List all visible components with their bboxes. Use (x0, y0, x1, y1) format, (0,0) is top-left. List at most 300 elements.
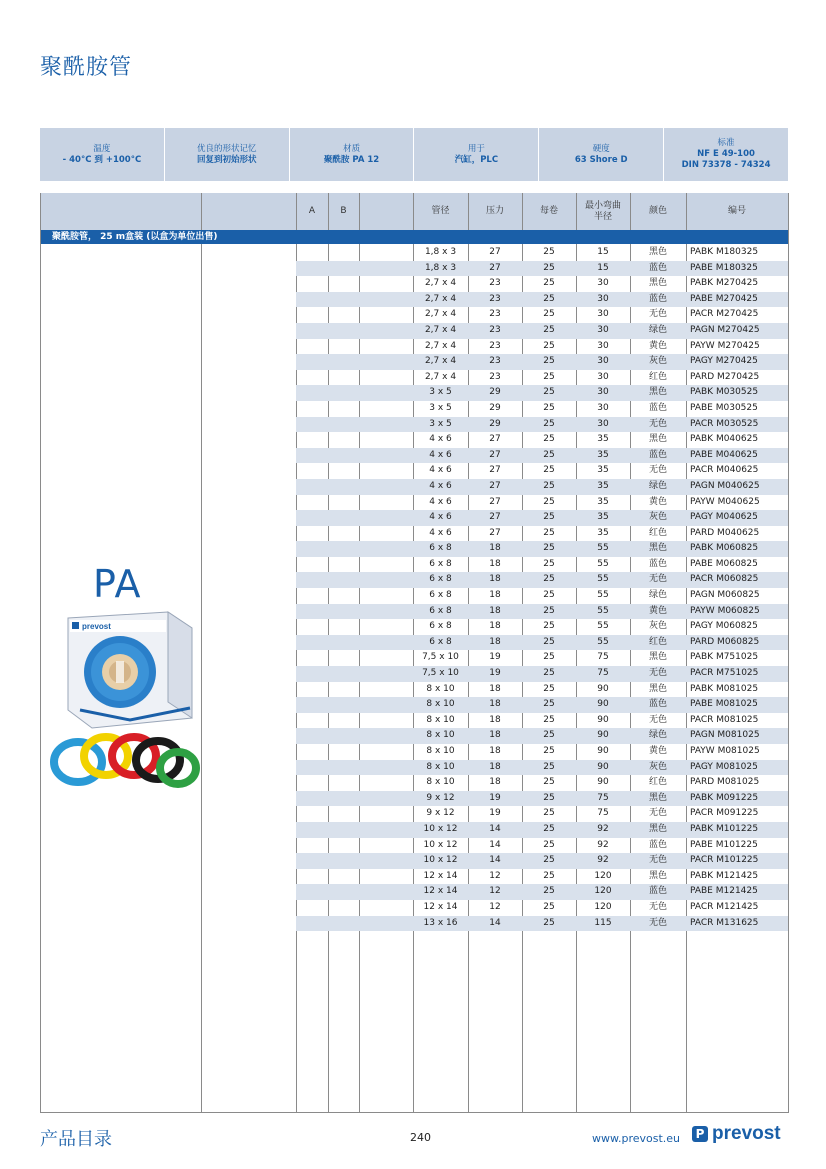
cell-pressure: 23 (489, 324, 501, 335)
table-row (296, 900, 788, 916)
cell-pressure: 18 (489, 605, 501, 616)
cell-per-roll: 25 (543, 278, 555, 289)
column-divider (201, 244, 202, 1112)
cell-diameter: 6 x 8 (429, 605, 452, 616)
cell-pressure: 23 (489, 278, 501, 289)
table-row (296, 713, 788, 729)
cell-code: PABK M091225 (690, 792, 759, 803)
cell-pressure: 23 (489, 340, 501, 351)
cell-per-roll: 25 (543, 309, 555, 320)
cell-bend-radius: 90 (597, 761, 609, 772)
cell-color: 蓝色 (648, 886, 667, 897)
cell-bend-radius: 75 (597, 668, 609, 679)
table-row (296, 619, 788, 635)
cell-pressure: 27 (489, 480, 501, 491)
cell-code: PARD M040625 (690, 527, 760, 538)
box-brand-text: prevost (82, 622, 111, 631)
cell-bend-radius: 90 (597, 746, 609, 756)
cell-bend-radius: 35 (597, 496, 609, 507)
cell-bend-radius: 55 (597, 590, 609, 601)
column-divider (468, 193, 469, 230)
logo-word: prevost (712, 1123, 781, 1144)
cell-code: PACR M131625 (690, 917, 759, 928)
cell-bend-radius: 92 (597, 823, 609, 834)
cell-pressure: 18 (489, 730, 501, 741)
cell-diameter: 9 x 12 (426, 808, 455, 819)
cell-color: 红色 (648, 777, 667, 788)
cell-bend-radius: 30 (597, 309, 609, 320)
spec-label: 优良的形状记忆 (196, 143, 257, 154)
cell-color: 绿色 (648, 324, 667, 335)
cell-pressure: 23 (489, 371, 501, 382)
cell-color: 无色 (648, 309, 667, 320)
table-row (296, 307, 788, 323)
cell-code: PABE M081025 (690, 699, 758, 710)
cell-per-roll: 25 (543, 636, 555, 647)
cell-per-roll: 25 (543, 465, 555, 476)
cell-pressure: 18 (489, 683, 501, 694)
cell-code: PAGY M060825 (690, 621, 758, 632)
cell-pressure: 29 (489, 402, 501, 413)
cell-per-roll: 25 (543, 356, 555, 367)
cell-pressure: 23 (489, 309, 501, 320)
cell-bend-radius: 55 (597, 621, 609, 632)
cell-color: 黑色 (648, 247, 667, 257)
cell-diameter: 6 x 8 (429, 636, 452, 647)
cell-bend-radius: 55 (597, 558, 609, 569)
table-row (296, 744, 788, 760)
cell-diameter: 8 x 10 (426, 777, 455, 788)
table-row (296, 557, 788, 573)
cell-code: PACR M751025 (690, 668, 759, 679)
cell-diameter: 2,7 x 4 (424, 324, 457, 335)
spec-value: 聚酰胺 PA 12 (323, 154, 380, 165)
cell-code: PABK M270425 (690, 278, 759, 289)
header-per-roll: 每卷 (539, 206, 558, 216)
cell-bend-radius: 30 (597, 293, 609, 304)
cell-bend-radius: 15 (597, 247, 609, 257)
cell-per-roll: 25 (543, 668, 555, 679)
cell-per-roll: 25 (543, 340, 555, 351)
cell-color: 黑色 (648, 434, 667, 445)
cell-pressure: 18 (489, 746, 501, 756)
cell-color: 红色 (648, 527, 667, 538)
cell-diameter: 6 x 8 (429, 543, 452, 554)
cell-color: 无色 (648, 855, 667, 866)
table-body (296, 245, 788, 931)
cell-code: PACR M101225 (690, 855, 759, 866)
product-label: PA (93, 562, 142, 606)
cell-code: PABE M121425 (690, 886, 758, 897)
cell-color: 灰色 (648, 621, 667, 632)
cell-pressure: 12 (489, 870, 501, 881)
cell-color: 蓝色 (648, 449, 667, 460)
cell-code: PAGN M060825 (690, 590, 760, 601)
cell-per-roll: 25 (543, 855, 555, 866)
cell-code: PAYW M060825 (690, 605, 760, 616)
cell-bend-radius: 120 (594, 870, 612, 881)
cell-pressure: 18 (489, 590, 501, 601)
cell-pressure: 27 (489, 527, 501, 538)
cell-per-roll: 25 (543, 699, 555, 710)
cell-per-roll: 25 (543, 590, 555, 601)
cell-per-roll: 25 (543, 324, 555, 335)
cell-diameter: 2,7 x 4 (424, 340, 457, 351)
cell-bend-radius: 35 (597, 512, 609, 523)
table-row (296, 822, 788, 838)
cell-bend-radius: 30 (597, 371, 609, 382)
cell-color: 无色 (648, 808, 667, 819)
footer-url[interactable]: www.prevost.eu (592, 1132, 681, 1145)
cell-code: PACR M030525 (690, 418, 759, 429)
cell-bend-radius: 15 (597, 262, 609, 273)
cell-code: PAYW M270425 (690, 340, 760, 351)
cell-per-roll: 25 (543, 917, 555, 928)
cell-diameter: 8 x 10 (426, 730, 455, 741)
table-row (296, 526, 788, 542)
spec-value: 63 Shore D (574, 154, 628, 165)
cell-color: 黄色 (648, 340, 667, 351)
table-row (296, 916, 788, 932)
cell-bend-radius: 92 (597, 855, 609, 866)
cell-pressure: 27 (489, 449, 501, 460)
cell-code: PABK M081025 (690, 683, 759, 694)
cell-code: PAGN M270425 (690, 324, 760, 335)
header-b: B (340, 206, 347, 216)
cell-code: PAGN M040625 (690, 480, 760, 491)
cell-bend-radius: 90 (597, 777, 609, 788)
cell-pressure: 27 (489, 262, 501, 273)
table-row (296, 261, 788, 277)
cell-color: 无色 (648, 418, 667, 429)
cell-per-roll: 25 (543, 371, 555, 382)
cell-per-roll: 25 (543, 480, 555, 491)
footer-catalog: 产品目录 (40, 1129, 112, 1150)
table-row (296, 775, 788, 791)
cell-color: 绿色 (648, 730, 667, 741)
cell-code: PACR M081025 (690, 714, 759, 725)
cell-per-roll: 25 (543, 496, 555, 507)
cell-diameter: 2,7 x 4 (424, 356, 457, 367)
header-code: 编号 (727, 206, 746, 216)
cell-diameter: 2,7 x 4 (424, 293, 457, 304)
cell-color: 黑色 (648, 278, 667, 289)
cell-code: PAGY M270425 (690, 356, 758, 367)
cell-diameter: 2,7 x 4 (424, 309, 457, 320)
spec-value: 汽缸，PLC (454, 154, 499, 165)
cell-pressure: 29 (489, 418, 501, 429)
cell-per-roll: 25 (543, 621, 555, 632)
cell-color: 无色 (648, 714, 667, 725)
column-divider (201, 193, 202, 230)
cell-bend-radius: 35 (597, 449, 609, 460)
table-row (296, 869, 788, 885)
cell-pressure: 19 (489, 668, 501, 679)
column-divider (686, 193, 687, 230)
cell-per-roll: 25 (543, 262, 555, 273)
cell-color: 蓝色 (648, 558, 667, 569)
cell-diameter: 2,7 x 4 (424, 371, 457, 382)
cell-diameter: 8 x 10 (426, 714, 455, 725)
cell-pressure: 18 (489, 761, 501, 772)
cell-diameter: 8 x 10 (426, 761, 455, 772)
cell-color: 黄色 (648, 605, 667, 616)
cell-code: PABE M060825 (690, 558, 758, 569)
spec-label: 标准 (717, 138, 735, 148)
column-divider (296, 193, 297, 230)
cell-diameter: 8 x 10 (426, 746, 455, 756)
cell-code: PABK M030525 (690, 387, 759, 398)
cell-diameter: 4 x 6 (429, 480, 452, 491)
cell-color: 黑色 (648, 387, 667, 398)
cell-pressure: 18 (489, 543, 501, 554)
cell-code: PARD M081025 (690, 777, 760, 788)
spec-memory (165, 128, 290, 181)
cell-bend-radius: 30 (597, 340, 609, 351)
cell-per-roll: 25 (543, 839, 555, 850)
cell-bend-radius: 120 (594, 886, 612, 897)
cell-per-roll: 25 (543, 574, 555, 585)
header-bend-radius: 最小弯曲半径 (584, 200, 621, 222)
column-divider (413, 193, 414, 230)
cell-color: 无色 (648, 901, 667, 912)
cell-code: PARD M270425 (690, 371, 760, 382)
cell-per-roll: 25 (543, 746, 555, 756)
cell-per-roll: 25 (543, 418, 555, 429)
cell-color: 黑色 (648, 792, 667, 803)
cell-per-roll: 25 (543, 808, 555, 819)
cell-bend-radius: 35 (597, 434, 609, 445)
table-row (296, 853, 788, 869)
cell-pressure: 12 (489, 901, 501, 912)
cell-code: PACR M091225 (690, 808, 759, 819)
cell-pressure: 14 (489, 839, 501, 850)
table-row (296, 806, 788, 822)
cell-per-roll: 25 (543, 823, 555, 834)
cell-diameter: 10 x 12 (423, 855, 458, 866)
cell-diameter: 4 x 6 (429, 527, 452, 538)
cell-bend-radius: 30 (597, 418, 609, 429)
table-row (296, 370, 788, 386)
cell-diameter: 4 x 6 (429, 434, 452, 445)
spec-value: NF E 49-100 (697, 149, 755, 159)
table-row (296, 791, 788, 807)
cell-per-roll: 25 (543, 293, 555, 304)
cell-diameter: 3 x 5 (429, 418, 452, 429)
cell-code: PABK M040625 (690, 434, 759, 445)
cell-code: PACR M040625 (690, 465, 759, 476)
cell-diameter: 7,5 x 10 (422, 652, 459, 663)
table-row (296, 245, 788, 261)
cell-bend-radius: 90 (597, 683, 609, 694)
cell-code: PABE M040625 (690, 449, 758, 460)
cell-per-roll: 25 (543, 730, 555, 741)
cell-color: 无色 (648, 574, 667, 585)
cell-per-roll: 25 (543, 870, 555, 881)
cell-code: PABK M060825 (690, 543, 759, 554)
table-row (296, 682, 788, 698)
spec-bar (40, 128, 788, 181)
table-row (296, 635, 788, 651)
cell-code: PAGY M081025 (690, 761, 758, 772)
cell-code: PAYW M081025 (690, 746, 760, 756)
cell-diameter: 12 x 14 (423, 886, 458, 897)
table-row (296, 323, 788, 339)
cell-diameter: 2,7 x 4 (424, 278, 457, 289)
product-box-icon (50, 610, 200, 790)
table-row (296, 666, 788, 682)
cell-diameter: 13 x 16 (423, 917, 458, 928)
table-row (296, 760, 788, 776)
cell-pressure: 12 (489, 886, 501, 897)
cell-pressure: 27 (489, 496, 501, 507)
cell-color: 黑色 (648, 683, 667, 694)
section-band: 聚酰胺管， 25 m盒装 (以盒为单位出售) (40, 230, 788, 244)
table-row (296, 884, 788, 900)
cell-color: 无色 (648, 465, 667, 476)
page-title: 聚酰胺管 (40, 55, 133, 80)
cell-bend-radius: 55 (597, 636, 609, 647)
cell-per-roll: 25 (543, 886, 555, 897)
cell-color: 灰色 (648, 356, 667, 367)
tube-coils-icon (54, 737, 196, 784)
cell-per-roll: 25 (543, 901, 555, 912)
header-a: A (308, 206, 316, 216)
cell-color: 蓝色 (648, 262, 667, 273)
cell-per-roll: 25 (543, 402, 555, 413)
cell-color: 绿色 (648, 480, 667, 491)
cell-pressure: 18 (489, 714, 501, 725)
table-row (296, 728, 788, 744)
spec-value-2: DIN 73378 - 74324 (681, 160, 771, 170)
cell-bend-radius: 30 (597, 402, 609, 413)
table-row (296, 276, 788, 292)
table-row (296, 479, 788, 495)
cell-per-roll: 25 (543, 761, 555, 772)
cell-color: 灰色 (648, 761, 667, 772)
cell-bend-radius: 30 (597, 278, 609, 289)
cell-pressure: 14 (489, 855, 501, 866)
cell-pressure: 27 (489, 512, 501, 523)
spec-label: 温度 (93, 143, 111, 154)
cell-per-roll: 25 (543, 558, 555, 569)
cell-pressure: 14 (489, 823, 501, 834)
cell-code: PAYW M040625 (690, 496, 760, 507)
table-row (296, 385, 788, 401)
cell-per-roll: 25 (543, 449, 555, 460)
table-row (296, 510, 788, 526)
cell-diameter: 10 x 12 (423, 823, 458, 834)
cell-diameter: 6 x 8 (429, 558, 452, 569)
cell-diameter: 1,8 x 3 (424, 262, 457, 273)
cell-bend-radius: 92 (597, 839, 609, 850)
cell-diameter: 4 x 6 (429, 465, 452, 476)
cell-diameter: 3 x 5 (429, 402, 452, 413)
table-row (296, 339, 788, 355)
cell-color: 灰色 (648, 512, 667, 523)
cell-per-roll: 25 (543, 683, 555, 694)
cell-code: PABE M101225 (690, 839, 758, 850)
spec-hardness (539, 128, 664, 181)
cell-code: PAGY M040625 (690, 512, 758, 523)
cell-per-roll: 25 (543, 605, 555, 616)
cell-per-roll: 25 (543, 792, 555, 803)
cell-color: 黑色 (648, 652, 667, 663)
cell-bend-radius: 90 (597, 714, 609, 725)
spec-standard (664, 128, 788, 181)
table-row (296, 541, 788, 557)
cell-per-roll: 25 (543, 714, 555, 725)
spec-label: 材质 (343, 143, 361, 154)
spec-label: 用于 (467, 143, 485, 154)
cell-diameter: 10 x 12 (423, 839, 458, 850)
cell-color: 黑色 (648, 870, 667, 881)
cell-bend-radius: 55 (597, 605, 609, 616)
cell-bend-radius: 30 (597, 387, 609, 398)
cell-per-roll: 25 (543, 527, 555, 538)
header-pressure: 压力 (485, 206, 504, 216)
cell-color: 黄色 (648, 746, 667, 756)
cell-bend-radius: 115 (594, 917, 612, 928)
cell-code: PABK M121425 (690, 870, 759, 881)
table-row (296, 292, 788, 308)
column-divider (328, 193, 329, 230)
table-row (296, 463, 788, 479)
cell-bend-radius: 90 (597, 699, 609, 710)
cell-per-roll: 25 (543, 543, 555, 554)
table-row (296, 588, 788, 604)
cell-diameter: 1,8 x 3 (424, 247, 457, 257)
cell-diameter: 9 x 12 (426, 792, 455, 803)
cell-pressure: 18 (489, 777, 501, 788)
cell-color: 红色 (648, 371, 667, 382)
cell-color: 黑色 (648, 823, 667, 834)
cell-code: PABE M270425 (690, 293, 758, 304)
cell-code: PACR M121425 (690, 901, 759, 912)
cell-code: PABE M180325 (690, 262, 758, 273)
cell-color: 黑色 (648, 543, 667, 554)
table-row (296, 604, 788, 620)
cell-color: 绿色 (648, 590, 667, 601)
cell-diameter: 4 x 6 (429, 449, 452, 460)
cell-bend-radius: 35 (597, 480, 609, 491)
cell-per-roll: 25 (543, 652, 555, 663)
cell-bend-radius: 55 (597, 543, 609, 554)
cell-code: PABK M751025 (690, 652, 759, 663)
cell-diameter: 6 x 8 (429, 574, 452, 585)
cell-per-roll: 25 (543, 512, 555, 523)
logo-mark: P (692, 1126, 708, 1142)
cell-diameter: 8 x 10 (426, 683, 455, 694)
cell-pressure: 14 (489, 917, 501, 928)
cell-code: PACR M060825 (690, 574, 759, 585)
cell-code: PAGN M081025 (690, 730, 760, 741)
cell-diameter: 6 x 8 (429, 590, 452, 601)
cell-pressure: 18 (489, 574, 501, 585)
spec-value: - 40°C 到 +100°C (62, 154, 142, 165)
cell-bend-radius: 75 (597, 792, 609, 803)
table-row (296, 650, 788, 666)
cell-diameter: 4 x 6 (429, 496, 452, 507)
table-row (296, 697, 788, 713)
cell-bend-radius: 120 (594, 901, 612, 912)
cell-per-roll: 25 (543, 434, 555, 445)
cell-pressure: 18 (489, 636, 501, 647)
table-row (296, 401, 788, 417)
column-divider (359, 193, 360, 230)
column-divider (630, 193, 631, 230)
cell-color: 蓝色 (648, 699, 667, 710)
